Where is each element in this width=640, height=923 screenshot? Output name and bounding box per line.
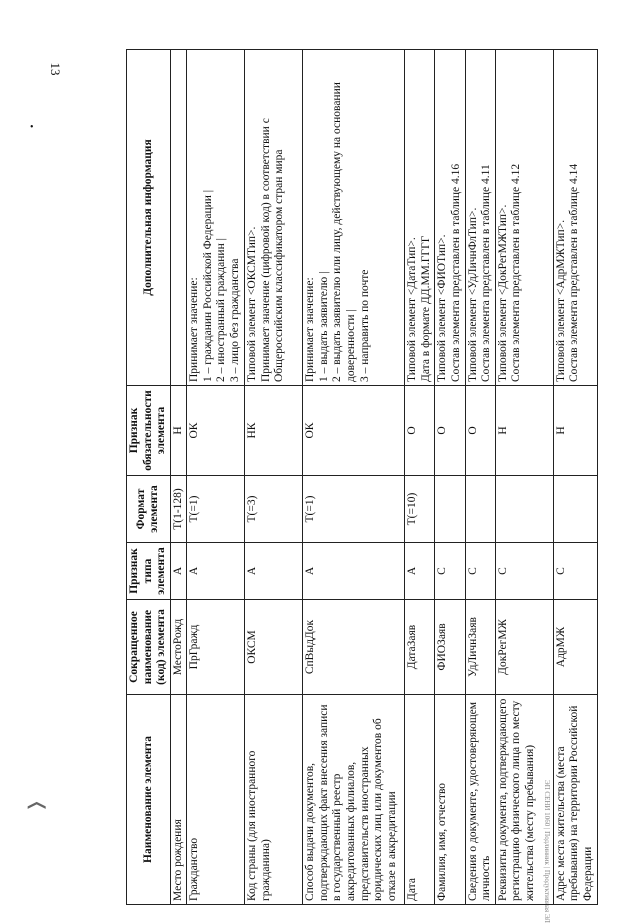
cell-info [405, 50, 435, 386]
cell-info [465, 50, 495, 386]
cell-type: А [170, 543, 187, 600]
cell-required: НК [245, 386, 303, 476]
cell-type: А [187, 543, 245, 600]
info-line: Типовой элемент <АдрМЖТип>. [554, 219, 567, 382]
cell-name: Код страны (для иностранного гражданина) [245, 695, 303, 905]
cell-name: Дата [405, 695, 435, 905]
rotated-document [126, 50, 594, 923]
scan-stamp: ЭП СЕНИ 1060 | Подлинник | Продуктивная ЭЛ [543, 780, 551, 923]
table-row [405, 50, 435, 905]
cell-required: О [435, 386, 465, 476]
info-line: Типовой элемент <ФИОТип>. [436, 234, 449, 382]
cell-type: С [495, 543, 553, 600]
info-line: Типовой элемент <ДатаТип>. [406, 237, 419, 382]
cell-code: СпВыдДок [303, 600, 405, 695]
header-format: Формат элемента [127, 476, 171, 543]
cell-format: T(=3) [245, 476, 303, 543]
cell-type: А [303, 543, 405, 600]
info-line: Состав элемента представлен в таблице 4.14 [568, 163, 581, 382]
info-line: Типовой элемент <ДокРегМЖТип>. [496, 204, 509, 382]
cell-code: ОКСМ [245, 600, 303, 695]
cell-name: Место рождения [170, 695, 187, 905]
info-line: Состав элемента представлен в таблице 4.11 [480, 164, 493, 382]
header-code: Сокращенное наименование (код) элемента [127, 600, 171, 695]
cell-info [553, 50, 597, 386]
cell-required: Н [495, 386, 553, 476]
info-line: 2 – иностранный гражданин | [215, 238, 228, 382]
cell-code: ФИОЗаяв [435, 600, 465, 695]
header-required: Признак обязательности элемента [127, 386, 171, 476]
info-line: 1 – гражданин Российской Федерации | [201, 189, 214, 382]
table-row [465, 50, 495, 905]
header-info: Дополнительная информация [127, 50, 171, 386]
info-line: 3 – лицо без гражданства [228, 258, 241, 382]
cell-required: Н [553, 386, 597, 476]
info-line: 2 – выдать заявителю или лицу, действующему на основании доверенности | [331, 82, 357, 382]
cell-code: МестоРожд [170, 600, 187, 695]
info-line: Принимает значение: [304, 277, 317, 382]
cell-format: T(=1) [303, 476, 405, 543]
cell-code: ДокРегМЖ [495, 600, 553, 695]
cell-required: ОК [187, 386, 245, 476]
info-line: 1 – выдать заявителю | [317, 271, 330, 382]
cell-code: УдЛичнЗаяв [465, 600, 495, 695]
cell-required: О [405, 386, 435, 476]
cell-format: T(1-128) [170, 476, 187, 543]
header-name: Наименование элемента [127, 695, 171, 905]
info-line: Типовой элемент <ОКСМТип>. [246, 226, 259, 382]
info-line: 3 – направить по почте [358, 269, 371, 382]
table-row [553, 50, 597, 905]
table-row [435, 50, 465, 905]
cell-name: Сведения о документе, удостоверяющем личность [465, 695, 495, 905]
page-number: 13 [48, 62, 63, 76]
elements-table [126, 49, 598, 923]
cell-info [245, 50, 303, 386]
info-line: Дата в формате ДД.ММ.ГГГГ [419, 235, 432, 382]
info-line: Принимает значение: [188, 277, 201, 382]
table-row [495, 50, 553, 905]
cell-required: ОК [303, 386, 405, 476]
cell-type: С [553, 543, 597, 600]
cell-format [465, 476, 495, 543]
table-row [245, 50, 303, 905]
cell-format: T(=1) [187, 476, 245, 543]
cell-name: Фамилия, имя, отчество [435, 695, 465, 905]
cell-format [495, 476, 553, 543]
cell-format [553, 476, 597, 543]
table-body [170, 50, 597, 923]
scan-dot: • [30, 122, 34, 133]
info-line: Принимает значение (цифровой код) в соответствии с Общероссийским классификатором стран мира [259, 118, 286, 382]
cell-type: А [245, 543, 303, 600]
info-line: Типовой элемент <УдЛичнФлТип>. [466, 207, 479, 382]
cell-code: ПрГражд [187, 600, 245, 695]
cell-info [170, 50, 187, 386]
table-row [303, 50, 405, 905]
cell-code: АдрМЖ [553, 600, 597, 695]
cell-name: Способ выдачи документов, подтверждающих факт внесения записи в государственный реестр аккредитованных филиалов, представительств иностранных юридических лиц или документов об отказе в аккредитации [303, 695, 405, 905]
cell-name: Адрес места жительства (места пребывания) на территории Российской Федерации [553, 695, 597, 905]
cell-format: T(=10) [405, 476, 435, 543]
table-row [187, 50, 245, 905]
cell-type: С [435, 543, 465, 600]
table-row [170, 50, 187, 905]
cell-required: Н [170, 386, 187, 476]
cell-type: А [405, 543, 435, 600]
header-type: Признак типа элемента [127, 543, 171, 600]
cell-name: Гражданство [187, 695, 245, 905]
cell-info [435, 50, 465, 386]
table-header-row [127, 50, 171, 905]
info-line: Состав элемента представлен в таблице 4.12 [510, 163, 523, 382]
cell-type: С [465, 543, 495, 600]
cell-info [495, 50, 553, 386]
cell-info [187, 50, 245, 386]
cell-format [435, 476, 465, 543]
cell-info [303, 50, 405, 386]
cell-code: ДатаЗаяв [405, 600, 435, 695]
cell-required: О [465, 386, 495, 476]
info-line: Состав элемента представлен в таблице 4.16 [449, 163, 462, 382]
handwritten-mark: ❬ [28, 797, 49, 814]
cell-name: Реквизиты документа, подтверждающего регистрацию физического лица по месту жительства (месту пребывания) [495, 695, 553, 905]
